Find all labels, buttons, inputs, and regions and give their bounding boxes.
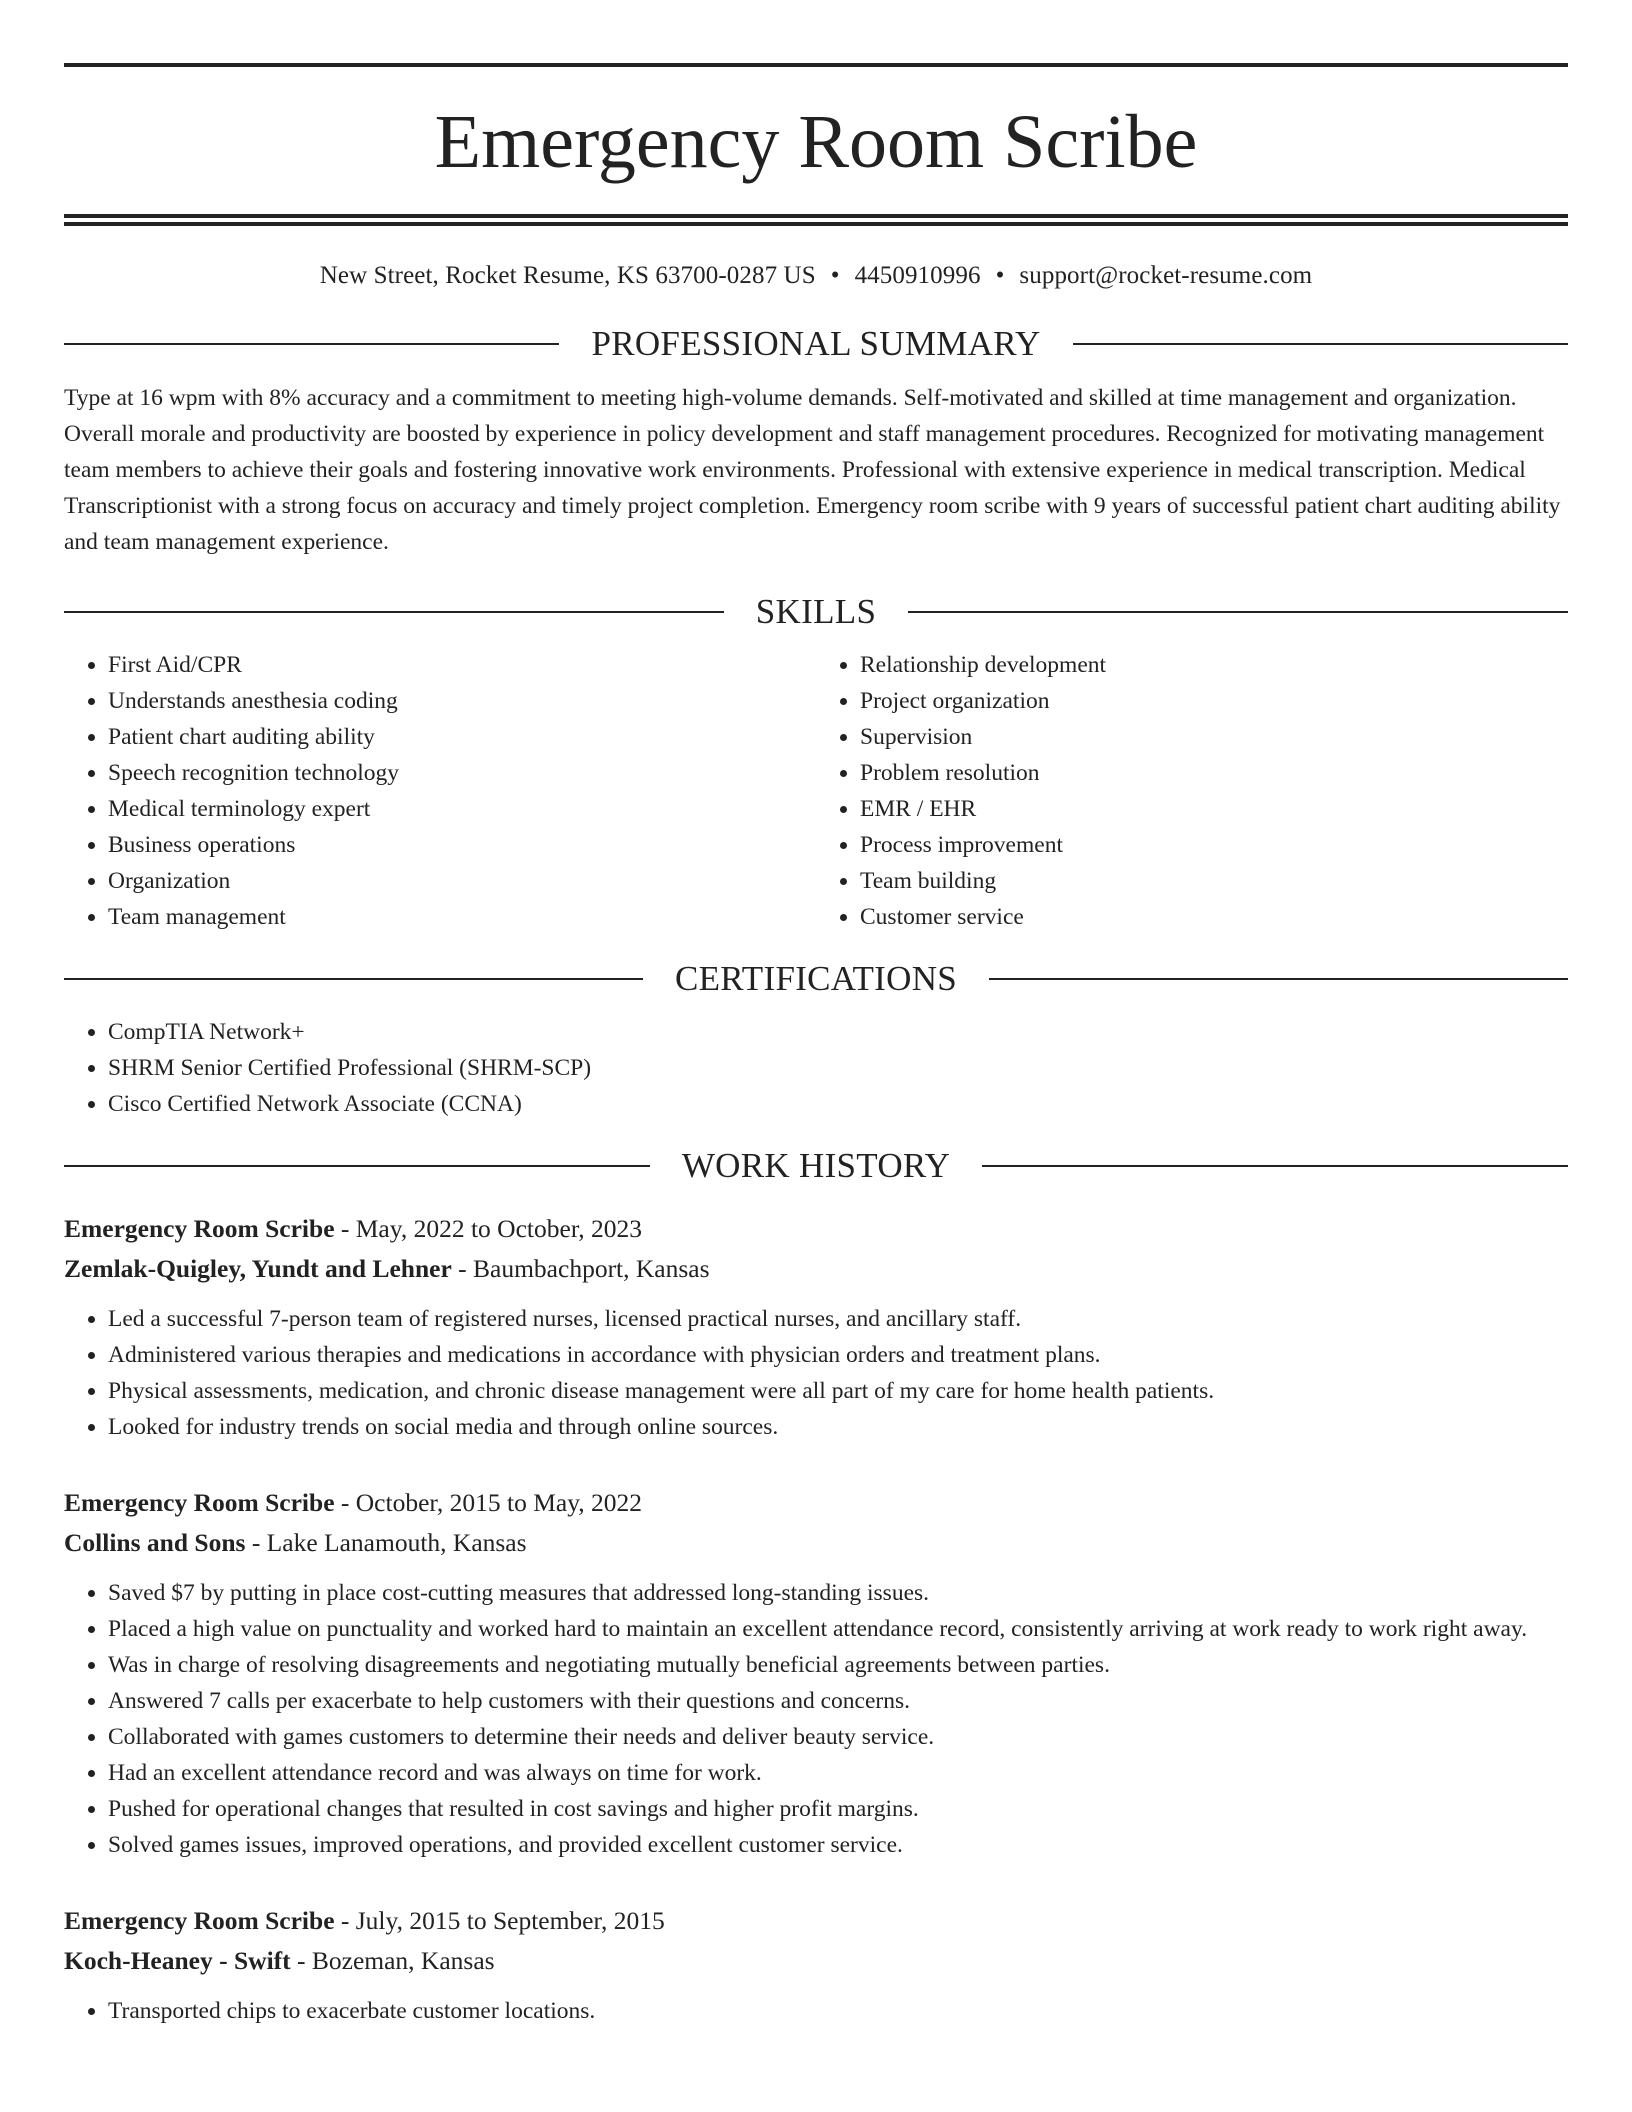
job-dates: - October, 2015 to May, 2022 <box>334 1488 643 1517</box>
job-entry <box>64 1483 1568 1863</box>
job-bullet: • Collaborated with games customers to determine their needs and deliver beauty service. <box>108 1719 1568 1755</box>
contact-separator: • <box>995 262 1005 289</box>
job-title-line <box>64 1901 1568 1941</box>
certification-item: • SHRM Senior Certified Professional (SHRM-SCP) <box>108 1050 1568 1086</box>
job-bullet: • Physical assessments, medication, and chronic disease management were all part of my care for home health patients. <box>108 1373 1568 1409</box>
section-heading-certifications <box>64 961 1568 996</box>
skill-item: • Understands anesthesia coding <box>108 683 816 719</box>
certifications-heading: CERTIFICATIONS <box>674 959 958 998</box>
heading-rule-left <box>64 611 724 613</box>
contact-email: support@rocket-resume.com <box>1019 262 1313 289</box>
job-company-line <box>64 1249 1568 1289</box>
job-bullet: • Had an excellent attendance record and was always on time for work. <box>108 1755 1568 1791</box>
skill-item: • EMR / EHR <box>860 791 1568 827</box>
job-bullets <box>64 1993 1568 2029</box>
top-rule <box>64 63 1568 67</box>
skill-item: • Relationship development <box>860 647 1568 683</box>
job-location: - Lake Lanamouth, Kansas <box>245 1528 527 1557</box>
skill-item: • Speech recognition technology <box>108 755 816 791</box>
job-location: - Baumbachport, Kansas <box>451 1254 710 1283</box>
job-location: - Bozeman, Kansas <box>290 1946 495 1975</box>
job-company: Koch-Heaney - Swift <box>64 1946 291 1975</box>
skills-heading: SKILLS <box>755 592 877 631</box>
skill-item: • Patient chart auditing ability <box>108 719 816 755</box>
job-entry <box>64 1209 1568 1445</box>
job-bullet: • Solved games issues, improved operations, and provided excellent customer service. <box>108 1827 1568 1863</box>
job-company: Collins and Sons <box>64 1528 246 1557</box>
section-heading-skills <box>64 594 1568 629</box>
section-heading-summary <box>64 326 1568 361</box>
certification-item: • CompTIA Network+ <box>108 1014 1568 1050</box>
skill-item: • Team management <box>108 899 816 935</box>
job-bullet: • Pushed for operational changes that resulted in cost savings and higher profit margins. <box>108 1791 1568 1827</box>
heading-rule-left <box>64 1165 650 1167</box>
job-bullets <box>64 1575 1568 1863</box>
job-company-line <box>64 1523 1568 1563</box>
heading-rule-left <box>64 978 643 980</box>
skill-item: • Process improvement <box>860 827 1568 863</box>
skill-item: • Project organization <box>860 683 1568 719</box>
job-company: Zemlak-Quigley, Yundt and Lehner <box>64 1254 452 1283</box>
contact-separator: • <box>830 262 840 289</box>
skills-list <box>64 647 1568 935</box>
skill-item: • Business operations <box>108 827 816 863</box>
summary-text: Type at 16 wpm with 8% accuracy and a commitment to meeting high-volume demands. Self-motivated and skilled at time management and organization. Overall morale and productivity are boosted by experience in policy development and staff management procedures. Recognized for motivating management team members to achieve their goals and fostering innovative work environments. Professional with extensive experience in medical transcription. Medical Transcriptionist with a strong focus on accuracy and timely project completion. Emergency room scribe with 9 years of successful patient chart auditing ability and team management experience. <box>64 385 1561 555</box>
job-bullet: • Answered 7 calls per exacerbate to help customers with their questions and concerns. <box>108 1683 1568 1719</box>
job-bullet: • Was in charge of resolving disagreements and negotiating mutually beneficial agreements between parties. <box>108 1647 1568 1683</box>
summary-heading: PROFESSIONAL SUMMARY <box>591 324 1041 363</box>
job-company-line <box>64 1941 1568 1981</box>
job-title: Emergency Room Scribe <box>64 1906 335 1935</box>
heading-rule-right <box>989 978 1568 980</box>
skills-column-left <box>64 647 816 935</box>
resume-page <box>64 0 1568 2029</box>
skill-item: • First Aid/CPR <box>108 647 816 683</box>
resume-name: Emergency Room Scribe <box>434 100 1198 184</box>
job-bullet: • Administered various therapies and medications in accordance with physician orders and treatment plans. <box>108 1337 1568 1373</box>
heading-rule-right <box>982 1165 1568 1167</box>
heading-rule-right <box>908 611 1568 613</box>
job-bullet: • Saved $7 by putting in place cost-cutting measures that addressed long-standing issues. <box>108 1575 1568 1611</box>
skill-item: • Team building <box>860 863 1568 899</box>
contact-address: New Street, Rocket Resume, KS 63700-0287 US <box>319 262 816 289</box>
job-dates: - July, 2015 to September, 2015 <box>334 1906 665 1935</box>
contact-phone: 4450910996 <box>854 262 981 289</box>
job-title: Emergency Room Scribe <box>64 1214 335 1243</box>
job-bullets <box>64 1301 1568 1445</box>
job-bullet: • Transported chips to exacerbate customer locations. <box>108 1993 1568 2029</box>
skills-column-right <box>816 647 1568 935</box>
skill-item: • Supervision <box>860 719 1568 755</box>
skill-item: • Medical terminology expert <box>108 791 816 827</box>
skill-item: • Customer service <box>860 899 1568 935</box>
contact-line <box>64 262 1568 290</box>
job-bullet: • Placed a high value on punctuality and worked hard to maintain an excellent attendance record, consistently arriving at work ready to work right away. <box>108 1611 1568 1647</box>
skill-item: • Problem resolution <box>860 755 1568 791</box>
job-title-line <box>64 1209 1568 1249</box>
work-history-heading: WORK HISTORY <box>681 1146 951 1185</box>
job-entry <box>64 1901 1568 2029</box>
name-double-rule <box>64 214 1568 226</box>
job-title-line <box>64 1483 1568 1523</box>
heading-rule-right <box>1073 343 1568 345</box>
skill-item: • Organization <box>108 863 816 899</box>
job-title: Emergency Room Scribe <box>64 1488 335 1517</box>
job-bullet: • Looked for industry trends on social media and through online sources. <box>108 1409 1568 1445</box>
section-heading-work-history <box>64 1148 1568 1183</box>
certifications-list <box>64 1014 1568 1122</box>
certification-item: • Cisco Certified Network Associate (CCNA) <box>108 1086 1568 1122</box>
heading-rule-left <box>64 343 559 345</box>
job-bullet: • Led a successful 7-person team of registered nurses, licensed practical nurses, and ancillary staff. <box>108 1301 1568 1337</box>
job-dates: - May, 2022 to October, 2023 <box>334 1214 643 1243</box>
